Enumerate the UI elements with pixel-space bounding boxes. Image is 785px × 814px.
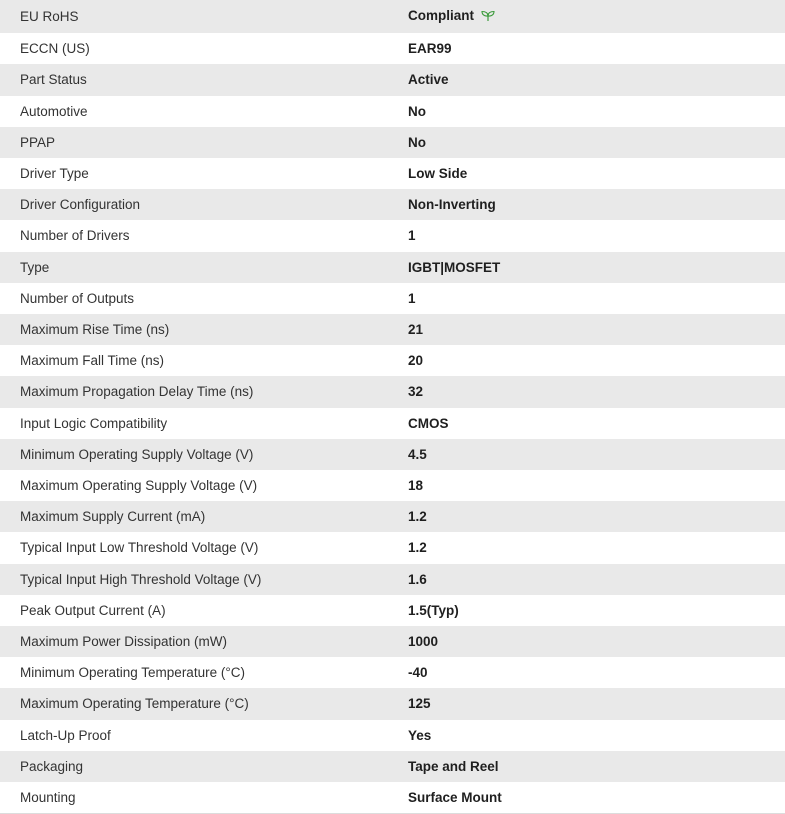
spec-value: -40: [408, 665, 428, 681]
table-row: [0, 501, 785, 532]
spec-value: No: [408, 103, 426, 119]
spec-value: 18: [408, 478, 424, 494]
table-row: [0, 688, 785, 719]
spec-value: 1: [408, 228, 416, 244]
spec-label: Typical Input Low Threshold Voltage (V): [20, 540, 259, 556]
table-row: [0, 314, 785, 345]
table-row: [0, 127, 785, 158]
spec-label: Peak Output Current (A): [20, 602, 166, 618]
spec-value: 20: [408, 353, 424, 369]
spec-value: Low Side: [408, 166, 468, 182]
spec-value-text: Compliant: [408, 8, 474, 23]
table-row: [0, 470, 785, 501]
spec-label: Maximum Fall Time (ns): [20, 353, 165, 369]
spec-value: 125: [408, 696, 431, 712]
spec-label: EU RoHS: [20, 9, 79, 24]
spec-value: 1.2: [408, 509, 427, 525]
table-row: [0, 564, 785, 595]
spec-value: 32: [408, 384, 424, 400]
table-row: [0, 252, 785, 283]
spec-label: Maximum Propagation Delay Time (ns): [20, 384, 254, 400]
spec-value: 1: [408, 290, 416, 306]
spec-label: Minimum Operating Supply Voltage (V): [20, 446, 254, 462]
table-row: [0, 33, 785, 64]
spec-value: 1.6: [408, 571, 427, 587]
spec-value: 1000: [408, 634, 439, 650]
table-row: [0, 376, 785, 407]
spec-value: Yes: [408, 727, 432, 743]
spec-value: 1.5(Typ): [408, 602, 459, 618]
table-row: [0, 720, 785, 751]
table-row: [0, 96, 785, 127]
spec-label: Typical Input High Threshold Voltage (V): [20, 571, 262, 587]
table-row: [0, 220, 785, 251]
spec-label: Maximum Operating Temperature (°C): [20, 696, 249, 712]
spec-value: Active: [408, 72, 449, 88]
spec-value: [408, 0, 785, 33]
table-row: [0, 751, 785, 782]
table-row: [0, 345, 785, 376]
spec-label: Number of Outputs: [20, 290, 135, 306]
spec-label: Packaging: [20, 758, 84, 774]
table-row: [0, 595, 785, 626]
leaf-icon: [481, 2, 495, 33]
spec-label: Minimum Operating Temperature (°C): [20, 665, 245, 681]
table-row: [0, 408, 785, 439]
spec-label: Maximum Power Dissipation (mW): [20, 634, 228, 650]
spec-value: Tape and Reel: [408, 758, 499, 774]
table-row: [0, 158, 785, 189]
table-row: [0, 439, 785, 470]
table-row: [0, 283, 785, 314]
spec-label: Driver Type: [20, 166, 89, 182]
spec-value: Surface Mount: [408, 790, 502, 806]
spec-label: Driver Configuration: [20, 197, 141, 213]
spec-value: CMOS: [408, 415, 449, 431]
table-row: [0, 782, 785, 813]
table-row: [0, 626, 785, 657]
spec-value: Non-Inverting: [408, 197, 496, 213]
spec-label: Part Status: [20, 72, 87, 88]
spec-value: No: [408, 134, 426, 150]
spec-value: 21: [408, 322, 424, 338]
spec-label: ECCN (US): [20, 41, 90, 57]
spec-value: 1.2: [408, 540, 427, 556]
spec-label: Number of Drivers: [20, 228, 130, 244]
spec-label: Maximum Rise Time (ns): [20, 322, 170, 338]
spec-value: IGBT|MOSFET: [408, 259, 501, 275]
spec-label: Latch-Up Proof: [20, 727, 111, 743]
spec-label: Maximum Operating Supply Voltage (V): [20, 478, 258, 494]
spec-label: PPAP: [20, 134, 56, 150]
spec-label: Type: [20, 259, 50, 275]
table-row: [0, 0, 785, 33]
spec-value: 4.5: [408, 446, 427, 462]
spec-value: EAR99: [408, 41, 452, 57]
table-row: [0, 189, 785, 220]
spec-label: Maximum Supply Current (mA): [20, 509, 206, 525]
spec-label: Input Logic Compatibility: [20, 415, 168, 431]
table-row: [0, 64, 785, 95]
table-row: [0, 657, 785, 688]
spec-label: Mounting: [20, 790, 76, 806]
table-row: [0, 532, 785, 563]
spec-label: Automotive: [20, 103, 88, 119]
